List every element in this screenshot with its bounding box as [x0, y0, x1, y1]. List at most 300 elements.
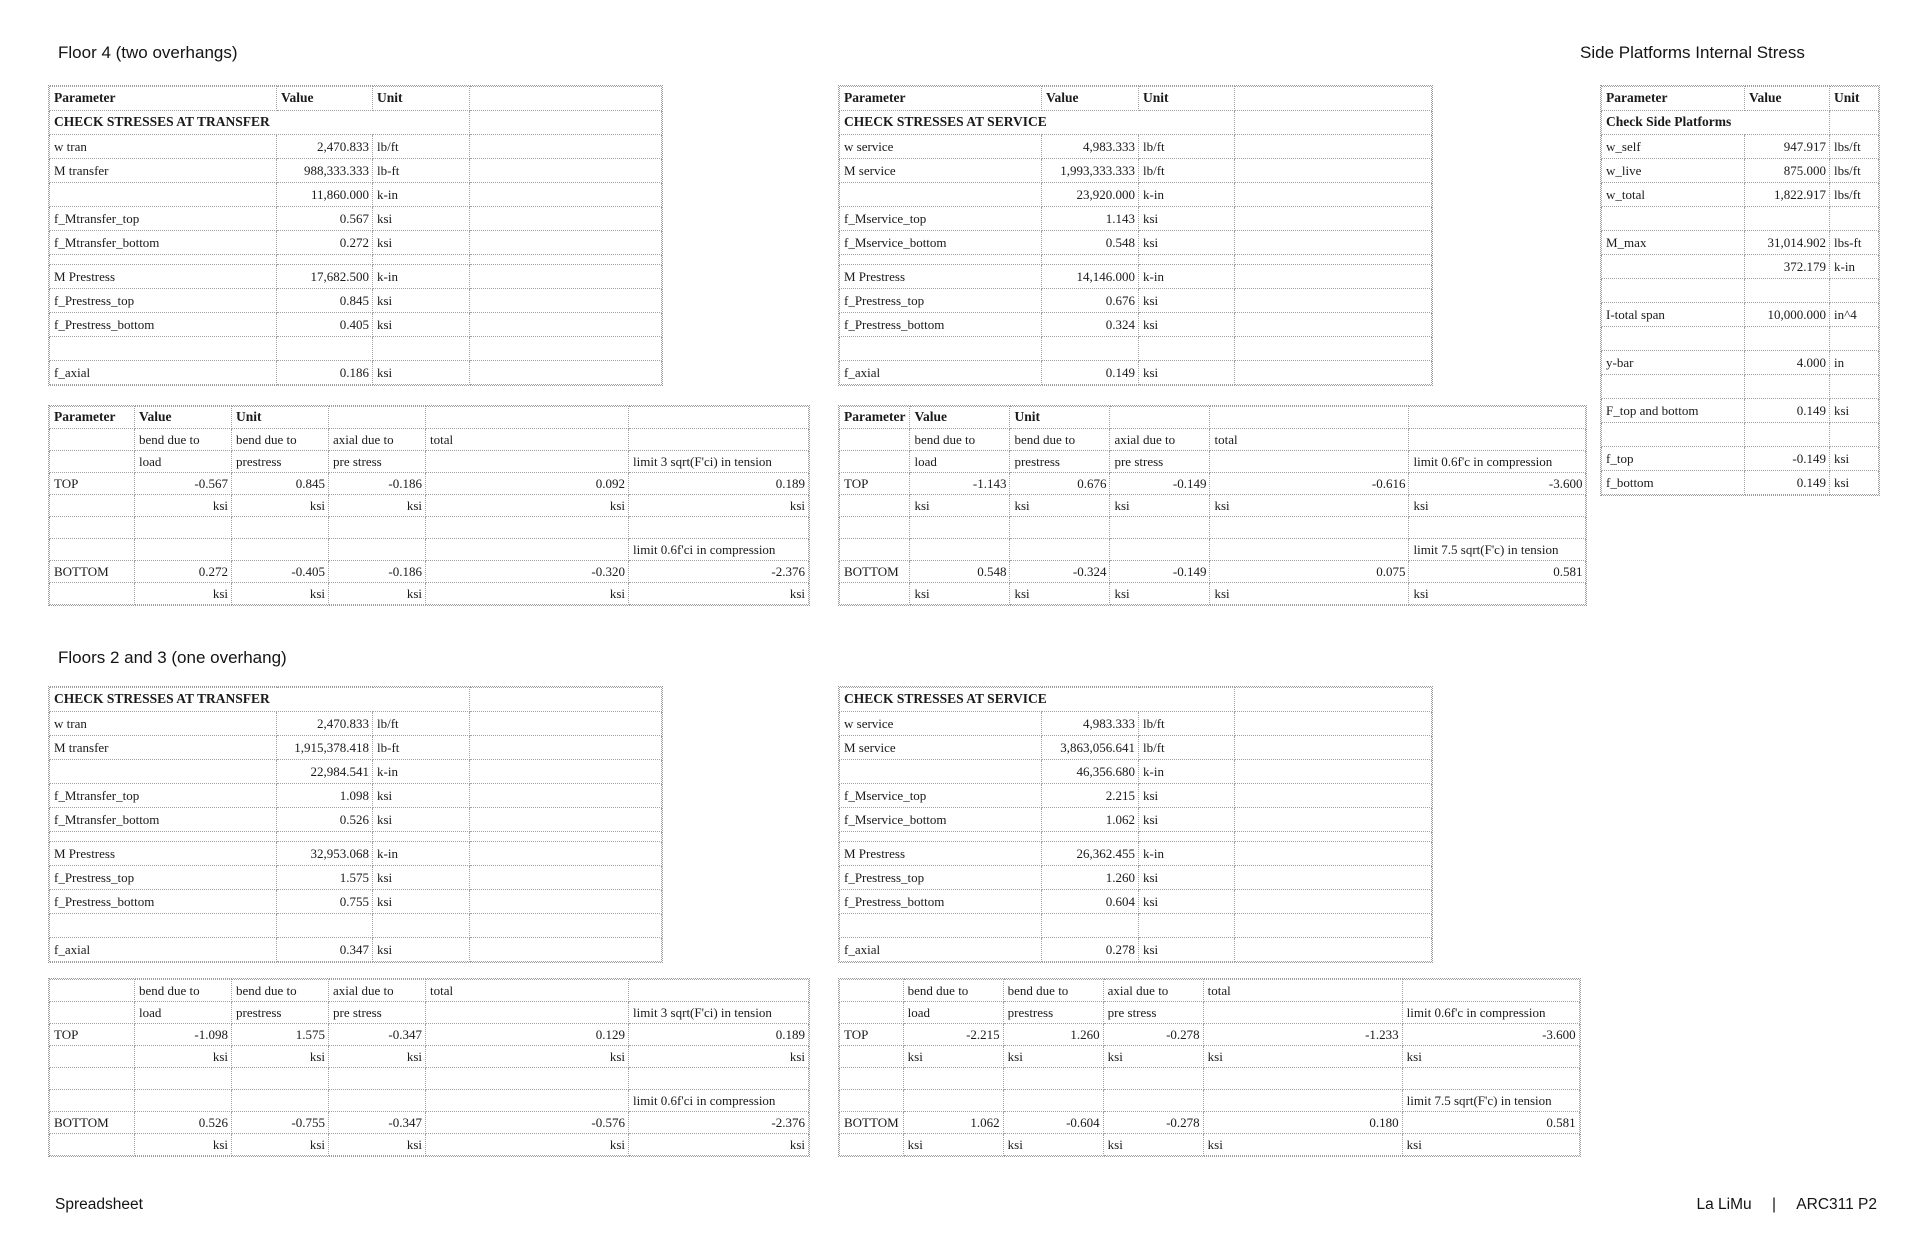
cell: TOP	[840, 1024, 904, 1046]
cell: ksi	[373, 890, 470, 914]
cell	[470, 111, 662, 135]
cell: 0.129	[426, 1024, 629, 1046]
cell: ksi	[1110, 583, 1210, 605]
cell: M transfer	[50, 159, 277, 183]
cell	[1010, 517, 1110, 539]
table-row	[840, 784, 1432, 808]
cell: total	[426, 429, 629, 451]
table-row	[1602, 399, 1879, 423]
cell: ksi	[1003, 1046, 1103, 1068]
cell	[1235, 135, 1432, 159]
cell: ksi	[1139, 938, 1235, 962]
cell	[426, 1068, 629, 1090]
cell	[135, 539, 232, 561]
cell: ksi	[1210, 583, 1409, 605]
cell: 1.260	[1042, 866, 1139, 890]
cell: ksi	[232, 583, 329, 605]
table-row	[840, 159, 1432, 183]
cell: ksi	[329, 1134, 426, 1156]
floors23-service-grid	[839, 687, 1432, 962]
cell: ksi	[373, 808, 470, 832]
cell	[1139, 255, 1235, 265]
cell: ksi	[629, 1046, 809, 1068]
cell: f_top	[1602, 447, 1745, 471]
cell	[329, 1090, 426, 1112]
table-row	[50, 361, 662, 385]
table-row	[840, 265, 1432, 289]
cell: M Prestress	[50, 842, 277, 866]
cell: total	[1210, 429, 1409, 451]
cell: -0.347	[329, 1112, 426, 1134]
cell: -0.149	[1110, 561, 1210, 583]
cell	[1042, 832, 1139, 842]
cell: 14,146.000	[1042, 265, 1139, 289]
table-row	[50, 938, 662, 962]
table-row	[1602, 375, 1879, 399]
cell: 17,682.500	[277, 265, 373, 289]
floor4-service-grid	[839, 86, 1432, 385]
cell: Unit	[1010, 407, 1110, 429]
cell: limit 3 sqrt(F'ci) in tension	[629, 1002, 809, 1024]
cell: -0.278	[1103, 1112, 1203, 1134]
cell: ksi	[629, 495, 809, 517]
table-row	[1602, 183, 1879, 207]
cell: 1.260	[1003, 1024, 1103, 1046]
table-row	[840, 1002, 1580, 1024]
floor4-service-check-grid	[839, 406, 1586, 605]
cell: f_Prestress_bottom	[50, 890, 277, 914]
cell	[1235, 784, 1432, 808]
cell: -1.143	[910, 473, 1010, 495]
cell: ksi	[373, 231, 470, 255]
cell: ksi	[1103, 1046, 1203, 1068]
cell: f_Prestress_top	[50, 866, 277, 890]
cell: 1.098	[277, 784, 373, 808]
cell: prestress	[232, 451, 329, 473]
cell: ksi	[329, 1046, 426, 1068]
cell	[1139, 914, 1235, 938]
cell	[1745, 327, 1830, 351]
table-row	[1602, 255, 1879, 279]
table-row	[50, 539, 809, 561]
cell	[470, 361, 662, 385]
table-row	[50, 429, 809, 451]
cell	[470, 832, 662, 842]
cell	[232, 1090, 329, 1112]
cell	[470, 688, 662, 712]
section-title-floor4: Floor 4 (two overhangs)	[58, 43, 238, 62]
cell: BOTTOM	[840, 561, 910, 583]
cell	[1235, 808, 1432, 832]
cell: 0.075	[1210, 561, 1409, 583]
cell	[1139, 832, 1235, 842]
cell: ksi	[373, 313, 470, 337]
cell: -2.376	[629, 1112, 809, 1134]
cell: ksi	[232, 1046, 329, 1068]
cell	[470, 712, 662, 736]
section-title-floors23: Floors 2 and 3 (one overhang)	[58, 648, 287, 667]
cell: ksi	[1139, 289, 1235, 313]
cell	[1235, 87, 1432, 111]
cell: lb/ft	[373, 135, 470, 159]
cell: 0.845	[232, 473, 329, 495]
cell	[840, 429, 910, 451]
table-row	[50, 1090, 809, 1112]
cell	[840, 517, 910, 539]
cell	[426, 1090, 629, 1112]
cell	[329, 539, 426, 561]
cell	[1042, 255, 1139, 265]
table-row	[840, 135, 1432, 159]
cell: -0.405	[232, 561, 329, 583]
cell	[50, 1090, 135, 1112]
table-row	[50, 159, 662, 183]
cell	[1830, 279, 1879, 303]
cell: -0.576	[426, 1112, 629, 1134]
cell: lbs/ft	[1830, 183, 1879, 207]
cell: bend due to	[135, 429, 232, 451]
table-row	[50, 255, 662, 265]
cell: limit 3 sqrt(F'ci) in tension	[629, 451, 809, 473]
cell	[1235, 207, 1432, 231]
cell: lb/ft	[1139, 736, 1235, 760]
cell	[1235, 361, 1432, 385]
table-row	[840, 207, 1432, 231]
cell	[903, 1068, 1003, 1090]
cell: ksi	[1003, 1134, 1103, 1156]
table-row	[840, 361, 1432, 385]
cell	[1235, 688, 1432, 712]
cell	[470, 808, 662, 832]
cell: f_Mtransfer_top	[50, 207, 277, 231]
cell: k-in	[1139, 760, 1235, 784]
table-row	[840, 1090, 1580, 1112]
cell: Unit	[1830, 87, 1879, 111]
cell: f_Mservice_top	[840, 784, 1042, 808]
cell: ksi	[329, 495, 426, 517]
side-platforms-stress-table	[1600, 85, 1880, 496]
table-row	[50, 337, 662, 361]
cell	[1235, 337, 1432, 361]
cell: pre stress	[1103, 1002, 1203, 1024]
cell	[1203, 1090, 1402, 1112]
cell: -1.098	[135, 1024, 232, 1046]
cell: 0.845	[277, 289, 373, 313]
table-row	[840, 289, 1432, 313]
cell: 0.526	[277, 808, 373, 832]
table-row	[50, 980, 809, 1002]
cell	[470, 313, 662, 337]
cell	[1409, 429, 1586, 451]
table-row	[840, 938, 1432, 962]
cell: -0.278	[1103, 1024, 1203, 1046]
cell: CHECK STRESSES AT TRANSFER	[50, 111, 470, 135]
cell	[903, 1090, 1003, 1112]
cell: w tran	[50, 712, 277, 736]
cell: 23,920.000	[1042, 183, 1139, 207]
cell	[1602, 279, 1745, 303]
cell: axial due to	[329, 429, 426, 451]
cell: -2.376	[629, 561, 809, 583]
cell: 0.278	[1042, 938, 1139, 962]
cell	[1203, 1068, 1402, 1090]
cell	[1110, 517, 1210, 539]
cell: f_Prestress_bottom	[50, 313, 277, 337]
cell: f_Mtransfer_bottom	[50, 231, 277, 255]
cell	[1235, 938, 1432, 962]
cell	[470, 760, 662, 784]
table-row	[50, 832, 662, 842]
cell	[232, 517, 329, 539]
cell	[1602, 255, 1745, 279]
table-row	[1602, 111, 1879, 135]
table-row	[50, 561, 809, 583]
cell: ksi	[910, 583, 1010, 605]
cell: M service	[840, 736, 1042, 760]
cell: Unit	[1139, 87, 1235, 111]
cell: 0.405	[277, 313, 373, 337]
cell	[50, 517, 135, 539]
cell: 46,356.680	[1042, 760, 1139, 784]
cell: Unit	[232, 407, 329, 429]
cell	[1235, 760, 1432, 784]
cell	[1745, 279, 1830, 303]
cell: 26,362.455	[1042, 842, 1139, 866]
cell: in	[1830, 351, 1879, 375]
cell: ksi	[373, 784, 470, 808]
cell: 4.000	[1745, 351, 1830, 375]
cell: Check Side Platforms	[1602, 111, 1830, 135]
cell	[50, 1046, 135, 1068]
table-row	[50, 111, 662, 135]
cell	[470, 159, 662, 183]
table-row	[50, 313, 662, 337]
cell: 4,983.333	[1042, 135, 1139, 159]
cell: 31,014.902	[1745, 231, 1830, 255]
cell: BOTTOM	[840, 1112, 904, 1134]
cell	[329, 517, 426, 539]
cell	[840, 832, 1042, 842]
cell: 0.548	[1042, 231, 1139, 255]
cell: 0.526	[135, 1112, 232, 1134]
cell: pre stress	[1110, 451, 1210, 473]
floors23-service-check-table	[838, 978, 1581, 1157]
table-row	[50, 87, 662, 111]
cell: ksi	[1409, 583, 1586, 605]
cell	[1602, 423, 1745, 447]
cell	[470, 255, 662, 265]
cell: 947.917	[1745, 135, 1830, 159]
cell: f_Mservice_bottom	[840, 808, 1042, 832]
floor4-service-check-table	[838, 405, 1587, 606]
cell: y-bar	[1602, 351, 1745, 375]
cell: ksi	[135, 1046, 232, 1068]
cell: TOP	[50, 1024, 135, 1046]
cell: k-in	[373, 842, 470, 866]
cell: load	[903, 1002, 1003, 1024]
cell: CHECK STRESSES AT SERVICE	[840, 111, 1235, 135]
table-row	[840, 1024, 1580, 1046]
cell: Value	[910, 407, 1010, 429]
cell: Value	[1042, 87, 1139, 111]
table-row	[50, 135, 662, 159]
cell	[1210, 407, 1409, 429]
cell	[470, 890, 662, 914]
cell: Value	[277, 87, 373, 111]
cell: 0.149	[1042, 361, 1139, 385]
cell: f_Prestress_top	[840, 289, 1042, 313]
table-row	[50, 688, 662, 712]
cell	[1602, 375, 1745, 399]
cell	[426, 1002, 629, 1024]
cell: ksi	[373, 938, 470, 962]
cell: load	[135, 1002, 232, 1024]
cell	[1830, 207, 1879, 231]
cell: f_axial	[50, 938, 277, 962]
cell: lb/ft	[373, 712, 470, 736]
table-row	[840, 539, 1586, 561]
cell: axial due to	[1103, 980, 1203, 1002]
cell	[135, 1090, 232, 1112]
table-row	[50, 1068, 809, 1090]
table-row	[840, 808, 1432, 832]
table-row	[840, 517, 1586, 539]
cell: limit 0.6f'ci in compression	[629, 539, 809, 561]
cell	[470, 87, 662, 111]
cell: bend due to	[910, 429, 1010, 451]
cell	[1235, 866, 1432, 890]
cell: -0.604	[1003, 1112, 1103, 1134]
table-row	[840, 495, 1586, 517]
cell	[50, 255, 277, 265]
cell	[470, 938, 662, 962]
cell	[50, 583, 135, 605]
table-row	[840, 914, 1432, 938]
cell: TOP	[50, 473, 135, 495]
cell	[470, 866, 662, 890]
cell: ksi	[1010, 495, 1110, 517]
floors23-transfer-stress-table	[48, 686, 663, 963]
cell: M Prestress	[840, 265, 1042, 289]
cell	[50, 914, 277, 938]
cell	[1235, 265, 1432, 289]
cell	[629, 980, 809, 1002]
floors23-service-check-grid	[839, 979, 1580, 1156]
table-row	[50, 760, 662, 784]
cell: Parameter	[840, 407, 910, 429]
cell: limit 0.6f'c in compression	[1409, 451, 1586, 473]
table-row	[50, 407, 809, 429]
cell: k-in	[1139, 842, 1235, 866]
cell: ksi	[426, 1134, 629, 1156]
cell	[840, 1134, 904, 1156]
cell: 3,863,056.641	[1042, 736, 1139, 760]
cell	[1235, 736, 1432, 760]
cell	[1409, 407, 1586, 429]
footer-project-code: ARC311 P2	[1796, 1196, 1877, 1213]
cell	[1235, 111, 1432, 135]
table-row	[50, 1112, 809, 1134]
cell: Value	[135, 407, 232, 429]
cell	[470, 289, 662, 313]
cell	[277, 914, 373, 938]
cell: Parameter	[50, 87, 277, 111]
table-row	[50, 736, 662, 760]
cell: 1.575	[277, 866, 373, 890]
table-row	[50, 808, 662, 832]
cell: 0.676	[1042, 289, 1139, 313]
cell: ksi	[1139, 207, 1235, 231]
table-row	[1602, 231, 1879, 255]
cell: lbs/ft	[1830, 159, 1879, 183]
cell	[50, 1068, 135, 1090]
table-row	[50, 1024, 809, 1046]
table-row	[1602, 279, 1879, 303]
cell: f_axial	[840, 938, 1042, 962]
cell: pre stress	[329, 451, 426, 473]
cell	[135, 1068, 232, 1090]
cell: ksi	[373, 361, 470, 385]
cell	[1235, 890, 1432, 914]
floors23-service-stress-table	[838, 686, 1433, 963]
cell: ksi	[135, 1134, 232, 1156]
cell: bend due to	[232, 980, 329, 1002]
cell	[50, 337, 277, 361]
cell: ksi	[1139, 808, 1235, 832]
cell: ksi	[910, 495, 1010, 517]
footer-separator: |	[1771, 1196, 1776, 1213]
table-row	[1602, 471, 1879, 495]
table-row	[50, 265, 662, 289]
cell: 0.676	[1010, 473, 1110, 495]
cell: 0.180	[1203, 1112, 1402, 1134]
cell	[840, 451, 910, 473]
cell: ksi	[1103, 1134, 1203, 1156]
cell: M_max	[1602, 231, 1745, 255]
cell: M transfer	[50, 736, 277, 760]
cell	[840, 337, 1042, 361]
cell	[1139, 337, 1235, 361]
cell: 1.062	[1042, 808, 1139, 832]
table-row	[840, 866, 1432, 890]
cell: ksi	[1402, 1134, 1579, 1156]
cell: f_axial	[840, 361, 1042, 385]
cell	[1235, 183, 1432, 207]
cell: Parameter	[50, 407, 135, 429]
cell	[329, 407, 426, 429]
cell: w service	[840, 135, 1042, 159]
cell: 0.604	[1042, 890, 1139, 914]
cell: f_Mservice_bottom	[840, 231, 1042, 255]
cell: -3.600	[1402, 1024, 1579, 1046]
table-row	[840, 183, 1432, 207]
cell: 1,993,333.333	[1042, 159, 1139, 183]
cell	[373, 914, 470, 938]
cell	[910, 517, 1010, 539]
table-row	[840, 255, 1432, 265]
cell: ksi	[1203, 1046, 1402, 1068]
cell: -0.347	[329, 1024, 426, 1046]
cell	[1210, 517, 1409, 539]
table-row	[1602, 159, 1879, 183]
cell	[1830, 423, 1879, 447]
cell	[50, 832, 277, 842]
cell	[50, 183, 277, 207]
cell	[50, 539, 135, 561]
cell: -0.149	[1745, 447, 1830, 471]
table-row	[1602, 207, 1879, 231]
cell	[1402, 1068, 1579, 1090]
